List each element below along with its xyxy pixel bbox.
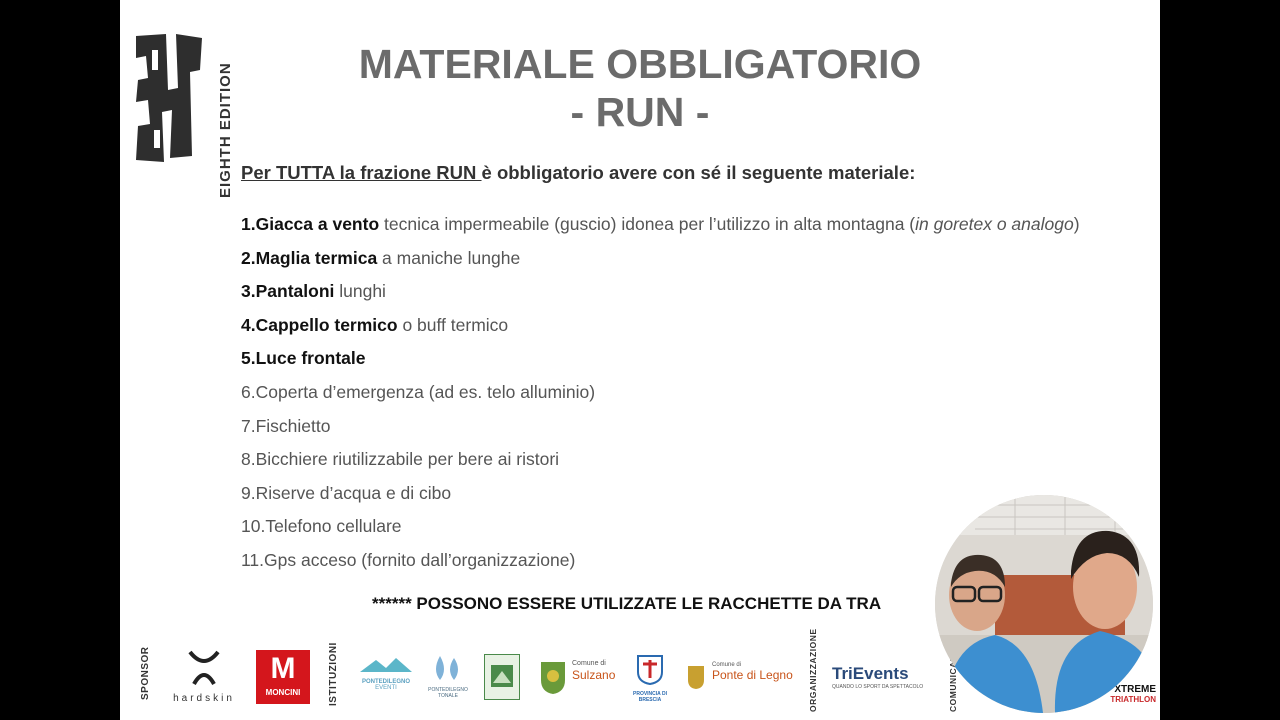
page-title (120, 40, 1160, 136)
pontedilegno-eventi-logo: PONTEDILEGNO EVENTI (356, 656, 416, 700)
list-item: 8.Bicchiere riutilizzabile per bere ai ristori (241, 449, 560, 470)
tonale-drops-icon (430, 654, 466, 682)
trievents-logo: TriEvents QUANDO LO SPORT DA SPETTACOLO (832, 664, 924, 690)
moncini-logo: M MONCINI (256, 650, 310, 704)
xtreme-triathlon-logo: XTREME TRIATHLON (1110, 684, 1156, 704)
ponte-di-legno-logo: Comune di Ponte di Legno (686, 660, 796, 700)
hardskin-icon (166, 648, 242, 688)
sulzano-logo: Comune di Sulzano (538, 656, 618, 700)
edition-label: EIGHTH EDITION (217, 62, 234, 198)
list-item: 2.Maglia termica a maniche lunghe (241, 247, 521, 268)
list-item: 4.Cappello termico o buff termico (241, 314, 509, 335)
hardskin-logo: hardskin (166, 648, 242, 712)
list-item: 7.Fischietto (241, 415, 331, 436)
provincia-brescia-logo: PROVINCIA DI BRESCIA (632, 652, 668, 704)
sponsor-label: SPONSOR (140, 646, 151, 700)
tonale-logo: PONTEDILEGNO TONALE (428, 654, 468, 704)
webcam-presenters-image (935, 495, 1153, 713)
title-line-2: - RUN - (570, 89, 710, 135)
istituzioni-label: ISTITUZIONI (328, 642, 339, 706)
webcam-overlay (935, 495, 1153, 713)
intro-text (241, 162, 915, 184)
intro-rest: è obbligatorio avere con sé il seguente materiale: (481, 162, 916, 183)
list-item: 6.Coperta d’emergenza (ad es. telo alluminio) (241, 381, 596, 402)
intro-underlined: Per TUTTA la frazione RUN (241, 162, 482, 183)
ponte-di-legno-crest-icon (686, 664, 706, 690)
list-item: 10.Telefono cellulare (241, 516, 402, 537)
slide (120, 0, 1160, 720)
list-item: 3.Pantaloni lunghi (241, 281, 386, 302)
mountain-icon (358, 656, 414, 674)
equipment-list (241, 214, 1080, 584)
sulzano-crest-icon (538, 658, 568, 696)
list-item: 11.Gps acceso (fornito dall’organizzazione) (241, 549, 576, 570)
organizzazione-label: ORGANIZZAZIONE (808, 628, 818, 712)
list-item: 5.Luce frontale (241, 348, 366, 369)
list-item: 9.Riserve d’acqua e di cibo (241, 482, 452, 503)
moncini-m-icon: M (270, 652, 296, 685)
provincia-crest-icon (635, 652, 665, 686)
comunita-montana-icon (485, 655, 519, 699)
comunicazione-label: COMUNICAZ (948, 655, 958, 712)
comunita-montana-logo (484, 654, 520, 700)
note-text: ****** POSSONO ESSERE UTILIZZATE LE RACCHETTE DA TRA (372, 594, 882, 613)
list-item: 1.Giacca a vento tecnica impermeabile (guscio) idonea per l’utilizzo in alta montagna (in goretex o analogo) (241, 214, 1080, 234)
title-line-1: MATERIALE OBBLIGATORIO (358, 41, 922, 87)
